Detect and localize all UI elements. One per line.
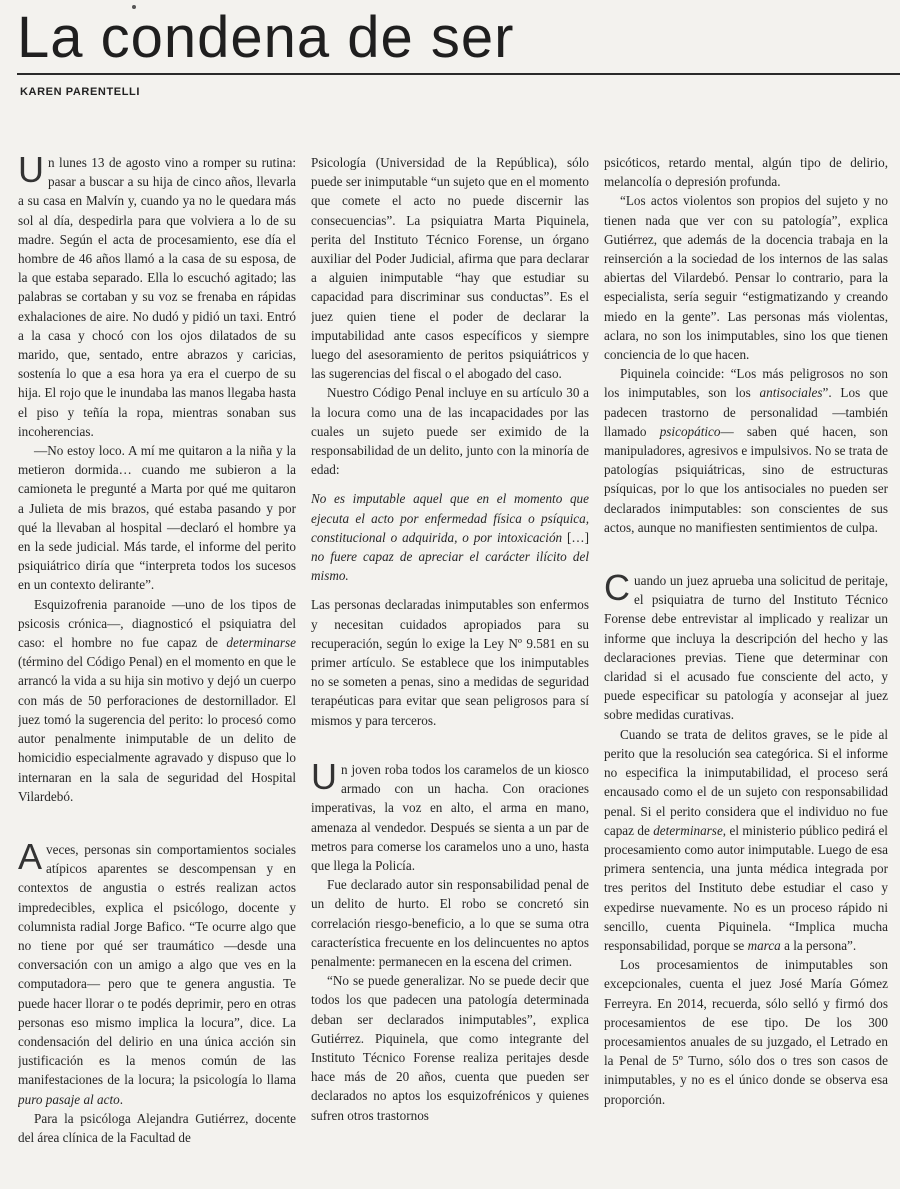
drop-cap: C (604, 567, 630, 609)
paragraph-text: Esquizofrenia paranoide —uno de los tipos de psicosis crónica—, diagnosticó el psiquiatra del caso: el hombre no fue capaz de (18, 596, 296, 651)
drop-cap: U (311, 755, 337, 797)
paragraph: Para la psicóloga Alejandra Gutiérrez, docente del área clínica de la Facultad de (18, 1110, 296, 1145)
law-quote (311, 489, 589, 585)
paragraph-text: n lunes 13 de agosto vino a romper su rutina: pasar a buscar a su hija de cinco años, llevarla a su casa en Malvín y, cuando ya no le quedara más sol al día, despedirla para que volviera a lo de su madre. Según el acta de procesamiento, ese día el hombre de 46 años llamó a la casa de su esposa, de la que estaba separado. Ella lo escuchó agitado; las palabras se cortaban y su voz se frenaba en rápidas exhalaciones de aire. No dudó y pidió un taxi. Entró a la casa y chocó con los ojos dilatados de su marido, que, sentado, entre abrazos y caricias, sostenía lo que a esa hora ya era el cuerpo de su hija. El rojo que le inundaba las manos llegaba hasta el piso y teñía la ropa, mientras sonaban sus incoherencias. (18, 155, 296, 439)
paragraph: Fue declarado autor sin responsabilidad penal de un delito de hurto. El robo se concretó sin correlación riesgo-beneficio, a lo que se suma otra característica frecuente en los delincuentes no aptos penalmente: permanecen en la escena del crimen. (311, 877, 589, 969)
italic-term: determinarse (653, 822, 723, 838)
italic-term: marca (747, 937, 781, 953)
drop-cap: U (18, 153, 44, 190)
paragraph (18, 153, 296, 441)
paragraph (604, 725, 888, 955)
column-3 (604, 153, 888, 1185)
section-break (18, 806, 296, 840)
author-byline: KAREN PARENTELLI (20, 86, 141, 98)
paragraph: —No estoy loco. A mí me quitaron a la niña y la metieron dormida… cuando me subieron a la camioneta le pregunté a Marta por qué me quitaron a Julieta de mis brazos, qué estaba pasando y por qué la llevaban al hospital —declaró el hombre ya en la sede judicial. Más tarde, el informe del perito psiquiátrico diría que “interpreta todos los sucesos en un contexto delirante”. (18, 443, 296, 593)
quote-ellipsis: […] (567, 529, 589, 545)
paragraph (604, 364, 888, 537)
paragraph-text: veces, personas sin comportamientos sociales atípicos aparentes se descompensan y en contextos de angustia o estrés realizan actos impredecibles, explica el psicólogo, docente y columnista radial Jorge Bafico. “Te ocurre algo que no tiene por qué ser traumático —desde una conversación con un amigo a algo que ves en la computadora— pero que te genera angustia. Te puede hacer llorar o te podés deprimir, pero en otras personas eso mismo implica la locura”, dice. La condensación del delirio en una única acción sin justificación es la menos común de las manifestaciones de la locura; la psicología lo llama (18, 841, 296, 1088)
paragraph-text: n joven roba todos los caramelos de un kiosco armado con un hacha. Con oraciones imperativas, la voz en alto, el arma en mano, amenaza al vendedor. Después se sienta a un par de metros para comerse los caramelos uno a uno, hasta que llega la Policía. (311, 761, 589, 873)
paragraph-text: , el ministerio público pedirá el procesamiento como autor inimputable. Luego de esa primera sentencia, una junta médica integrada por tres peritos del Instituto debe estudiar el caso y expedirse nuevamente. No es un proceso rápido ni sencillo, cuenta Piquinela. “Implica mucha responsabilidad, porque se (604, 822, 888, 953)
italic-term: determinarse (226, 635, 296, 651)
paragraph: psicóticos, retardo mental, algún tipo de delirio, melancolía o depresión profunda. (604, 155, 888, 190)
drop-cap: A (18, 835, 43, 877)
paragraph (18, 595, 296, 806)
paragraph: “No se puede generalizar. No se puede decir que todos los que padecen una patología determinada deban ser declarados inimputables”, explica Gutiérrez. Piquinela, que como integrante del Instituto Técnico Forense realiza peritajes desde hace más de 20 años, cuenta que pueden ser declarados no aptos los esquizofrénicos y quienes sufren otros trastornos (311, 973, 589, 1123)
paragraph: “Los actos violentos son propios del sujeto y no tienen nada que ver con su patología”, explica Gutiérrez, que además de la docencia trabaja en la reinserción a la sociedad de los internos de las salas abiertas del Vilardebó. Pensar lo contrario, para la especialista, sería seguir “estigmatizando y creando miedo en la gente”. Las personas más violentas, aclara, no son los inimputables, sino los que tienen conciencia de lo que hacen. (604, 193, 888, 363)
paragraph: Los procesamientos de inimputables son excepcionales, cuenta el juez José María Gómez Ferreyra. En 2014, recuerda, sólo selló y firmó dos procesamientos de ese tipo. De los 300 procesamientos anuales de su juzgado, el Letrado en la Penal de 5º Turno, sólo dos o tres son casos de inimputables, y no es el único donde se observa esa proporción. (604, 957, 888, 1107)
quote-text: No es imputable aquel que en el momento que ejecuta el acto por enfermedad física o psíquica, constitucional o adquirida, o por intoxicación (311, 491, 589, 545)
article-title: La condena de ser (17, 5, 515, 70)
paragraph (311, 755, 589, 875)
paragraph-text: Piquinela coincide: “Los más peligrosos no son los inimputables, son los (604, 366, 888, 401)
section-break (311, 730, 589, 760)
paragraph-text: uando un juez aprueba una solicitud de peritaje, el psiquiatra de turno del Instituto Técnico Forense debe entrevistar al implicado y realizar un informe que incluya la descripción del hecho y las declaraciones previas. Tiene que determinar con claridad si el acusado fue consciente del acto, y puede especificar su patología y aconsejar al juez sobre medidas curativas. (604, 573, 888, 723)
paragraph-text: (término del Código Penal) en el momento en que le arrancó la vida a su hija sin motivo y dejó un cuerpo con más de 50 perforaciones de destornillador. El juez tomó la sugerencia del perito: lo procesó como autor penalmente inimputable de un delito de homicidio especialmente agravado y dispuso que lo internaran en la sala de seguridad del Hospital Vilardebó. (18, 654, 296, 804)
paragraph-text: . (119, 1091, 124, 1107)
paragraph-text: — saben qué hacen, son manipuladores, agresivos e impulsivos. No se trata de patologías psiquiátricas, sino de estructuras psíquicas, por lo que los antisociales no pueden ser declarados inimputables: son conscientes de sus actos, aunque no manifiesten sentimientos de culpa. (604, 423, 888, 535)
column-1 (18, 153, 296, 1185)
paragraph-text: ”. Los que padecen trastorno de personalidad —también llamado (604, 385, 888, 439)
paragraph (18, 835, 296, 1109)
italic-term: antisociales (759, 385, 823, 401)
title-rule (17, 73, 900, 75)
italic-term: puro pasaje al acto (18, 1091, 120, 1107)
paragraph-text: a la persona”. (780, 937, 857, 953)
column-2 (311, 153, 589, 1185)
italic-term: psicopático (659, 423, 721, 439)
paragraph: Psicología (Universidad de la República), sólo puede ser inimputable “un sujeto que en el momento que comete el acto no puede discernir las consecuencias”. La psiquiatra Marta Piquinela, perita del Instituto Técnico Forense, un órgano auxiliar del Poder Judicial, afirma que para declarar a alguien inimputable “hay que estudiar su capacidad para discriminar sus conductas”. Es el juez quien tiene el poder de declarar la imputabilidad ante casos específicos y siempre luego del asesoramiento de peritos psiquiátricos y las sugerencias del fiscal o el abogado del caso. (311, 155, 589, 382)
quote-text: no fuere capaz de apreciar el carácter ilícito del mismo. (311, 549, 589, 584)
paragraph-text: Cuando se trata de delitos graves, se le pide al perito que la resolución sea categórica. Si el informe no especifica la inimputabilidad, el proceso será encausado como el de un sujeto con responsabilidad penal. Si el perito considera que el individuo no fue capaz de (604, 726, 888, 838)
paragraph: Nuestro Código Penal incluye en su artículo 30 a la locura como una de las incapacidades por las cuales un sujeto puede ser eximido de la responsabilidad de un delito, junto con la minoría de edad: (311, 385, 589, 478)
paragraph (604, 567, 888, 725)
paragraph: Las personas declaradas inimputables son enfermos y necesitan cuidados apropiados para su recuperación, según lo exige la Ley Nº 9.581 en su primer artículo. Se establece que los inimputables no se someten a penas, sino a medidas de seguridad terapéuticas para evitar que sean peligrosos para sí mismos y para terceros. (311, 597, 589, 728)
section-break (604, 537, 888, 571)
